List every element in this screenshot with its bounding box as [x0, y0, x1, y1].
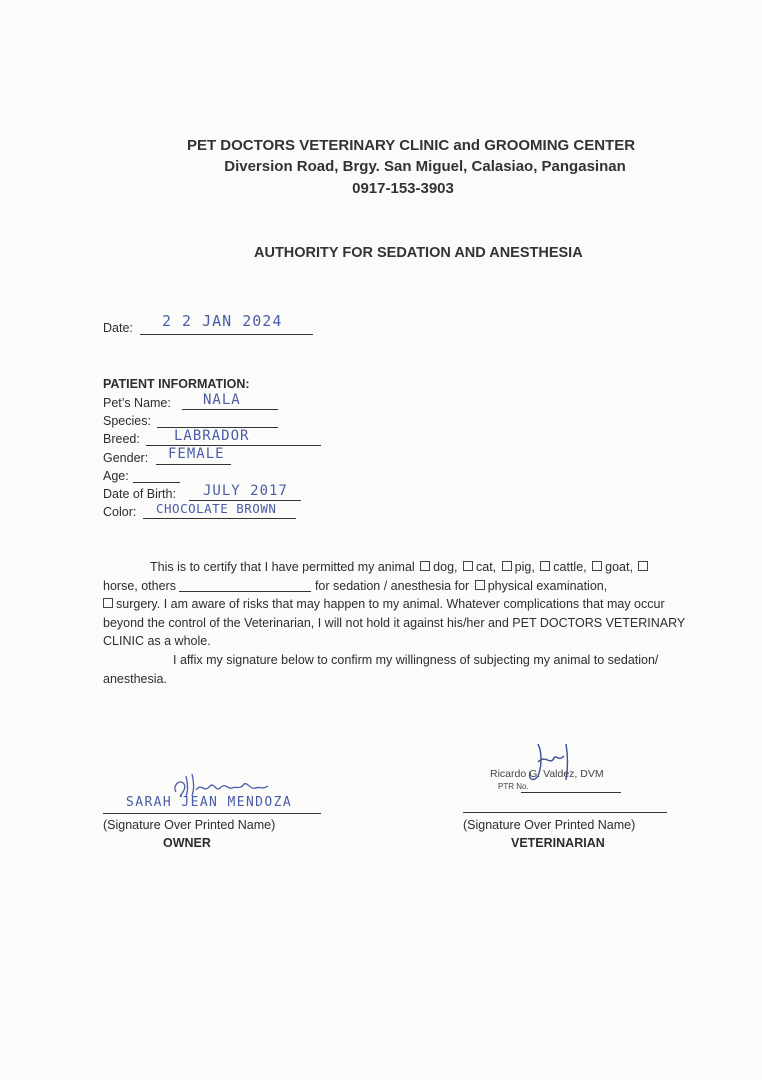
checkbox-cat[interactable]	[463, 561, 473, 571]
gender-label: Gender:	[103, 451, 149, 465]
option-exam-label: physical examination,	[487, 578, 608, 593]
owner-caption: (Signature Over Printed Name)	[103, 818, 276, 832]
checkbox-goat[interactable]	[592, 561, 602, 571]
color-underline	[143, 518, 296, 519]
color-label: Color:	[103, 505, 137, 519]
patient-info-heading: PATIENT INFORMATION:	[103, 377, 250, 391]
pet-name-label: Pet’s Name:	[103, 396, 171, 410]
consent-paragraph	[103, 558, 703, 651]
checkbox-surgery[interactable]	[103, 598, 113, 608]
option-pig-label: pig,	[514, 560, 535, 574]
checkbox-pig[interactable]	[502, 561, 512, 571]
species-label: Species:	[103, 414, 151, 428]
signature-affirm-paragraph	[103, 651, 703, 688]
gender-underline	[156, 464, 231, 465]
option-dog-label: dog,	[433, 560, 458, 574]
veterinarian-role: VETERINARIAN	[511, 836, 605, 850]
date-label: Date:	[103, 321, 133, 335]
date-value: 2 2 JAN 2024	[162, 312, 283, 330]
owner-role: OWNER	[163, 836, 211, 850]
option-goat-label: goat,	[605, 560, 633, 574]
breed-value: LABRADOR	[174, 428, 250, 444]
breed-label: Breed:	[103, 432, 140, 446]
consent-purpose-text: for sedation / anesthesia for	[314, 578, 470, 593]
age-underline	[133, 482, 180, 483]
option-cattle-label: cattle,	[553, 560, 587, 574]
consent-intro: This is to certify that I have permitted my animal	[150, 560, 415, 574]
affirm-text: I affix my signature below to confirm my willingness of subjecting my animal to sedation/ anesthesia.	[103, 653, 659, 686]
dob-label: Date of Birth:	[103, 487, 176, 501]
veterinarian-signature	[520, 740, 590, 788]
veterinarian-signature-line	[463, 812, 667, 813]
checkbox-physical-exam[interactable]	[475, 580, 485, 590]
option-cat-label: cat,	[476, 560, 497, 574]
checkbox-horse[interactable]	[638, 561, 648, 571]
others-blank	[179, 581, 311, 592]
ptr-label: PTR No.	[498, 782, 529, 791]
clinic-phone: 0917-153-3903	[352, 180, 454, 197]
clinic-name: PET DOCTORS VETERINARY CLINIC and GROOMING CENTER	[186, 137, 636, 154]
color-value: CHOCOLATE BROWN	[156, 501, 277, 516]
owner-printed-name: SARAH JEAN MENDOZA	[126, 795, 293, 810]
date-underline	[140, 334, 313, 335]
veterinarian-caption: (Signature Over Printed Name)	[463, 818, 636, 832]
checkbox-cattle[interactable]	[540, 561, 550, 571]
dob-value: JULY 2017	[203, 483, 288, 499]
pet-name-underline	[182, 409, 278, 410]
ptr-underline	[521, 792, 621, 793]
checkbox-dog[interactable]	[420, 561, 430, 571]
gender-value: FEMALE	[168, 446, 225, 462]
age-label: Age:	[103, 469, 129, 483]
clinic-address: Diversion Road, Brgy. San Miguel, Calasiao, Pangasinan	[224, 158, 626, 175]
option-surgery-label: surgery.	[116, 597, 161, 611]
option-horse-others-label: horse, others	[103, 578, 176, 593]
veterinarian-name: Ricardo G. Valdez, DVM	[490, 768, 604, 780]
consent-liability-text: I am aware of risks that may happen to my animal. Whatever complications that may occur beyond the control of the Veterinarian, I will not hold it against his/her and PET DOCTORS VETERINARY CLINIC as a whole.	[103, 597, 686, 648]
owner-signature-line	[103, 813, 321, 814]
pet-name-value: NALA	[203, 392, 241, 408]
document-title: AUTHORITY FOR SEDATION AND ANESTHESIA	[254, 245, 583, 261]
